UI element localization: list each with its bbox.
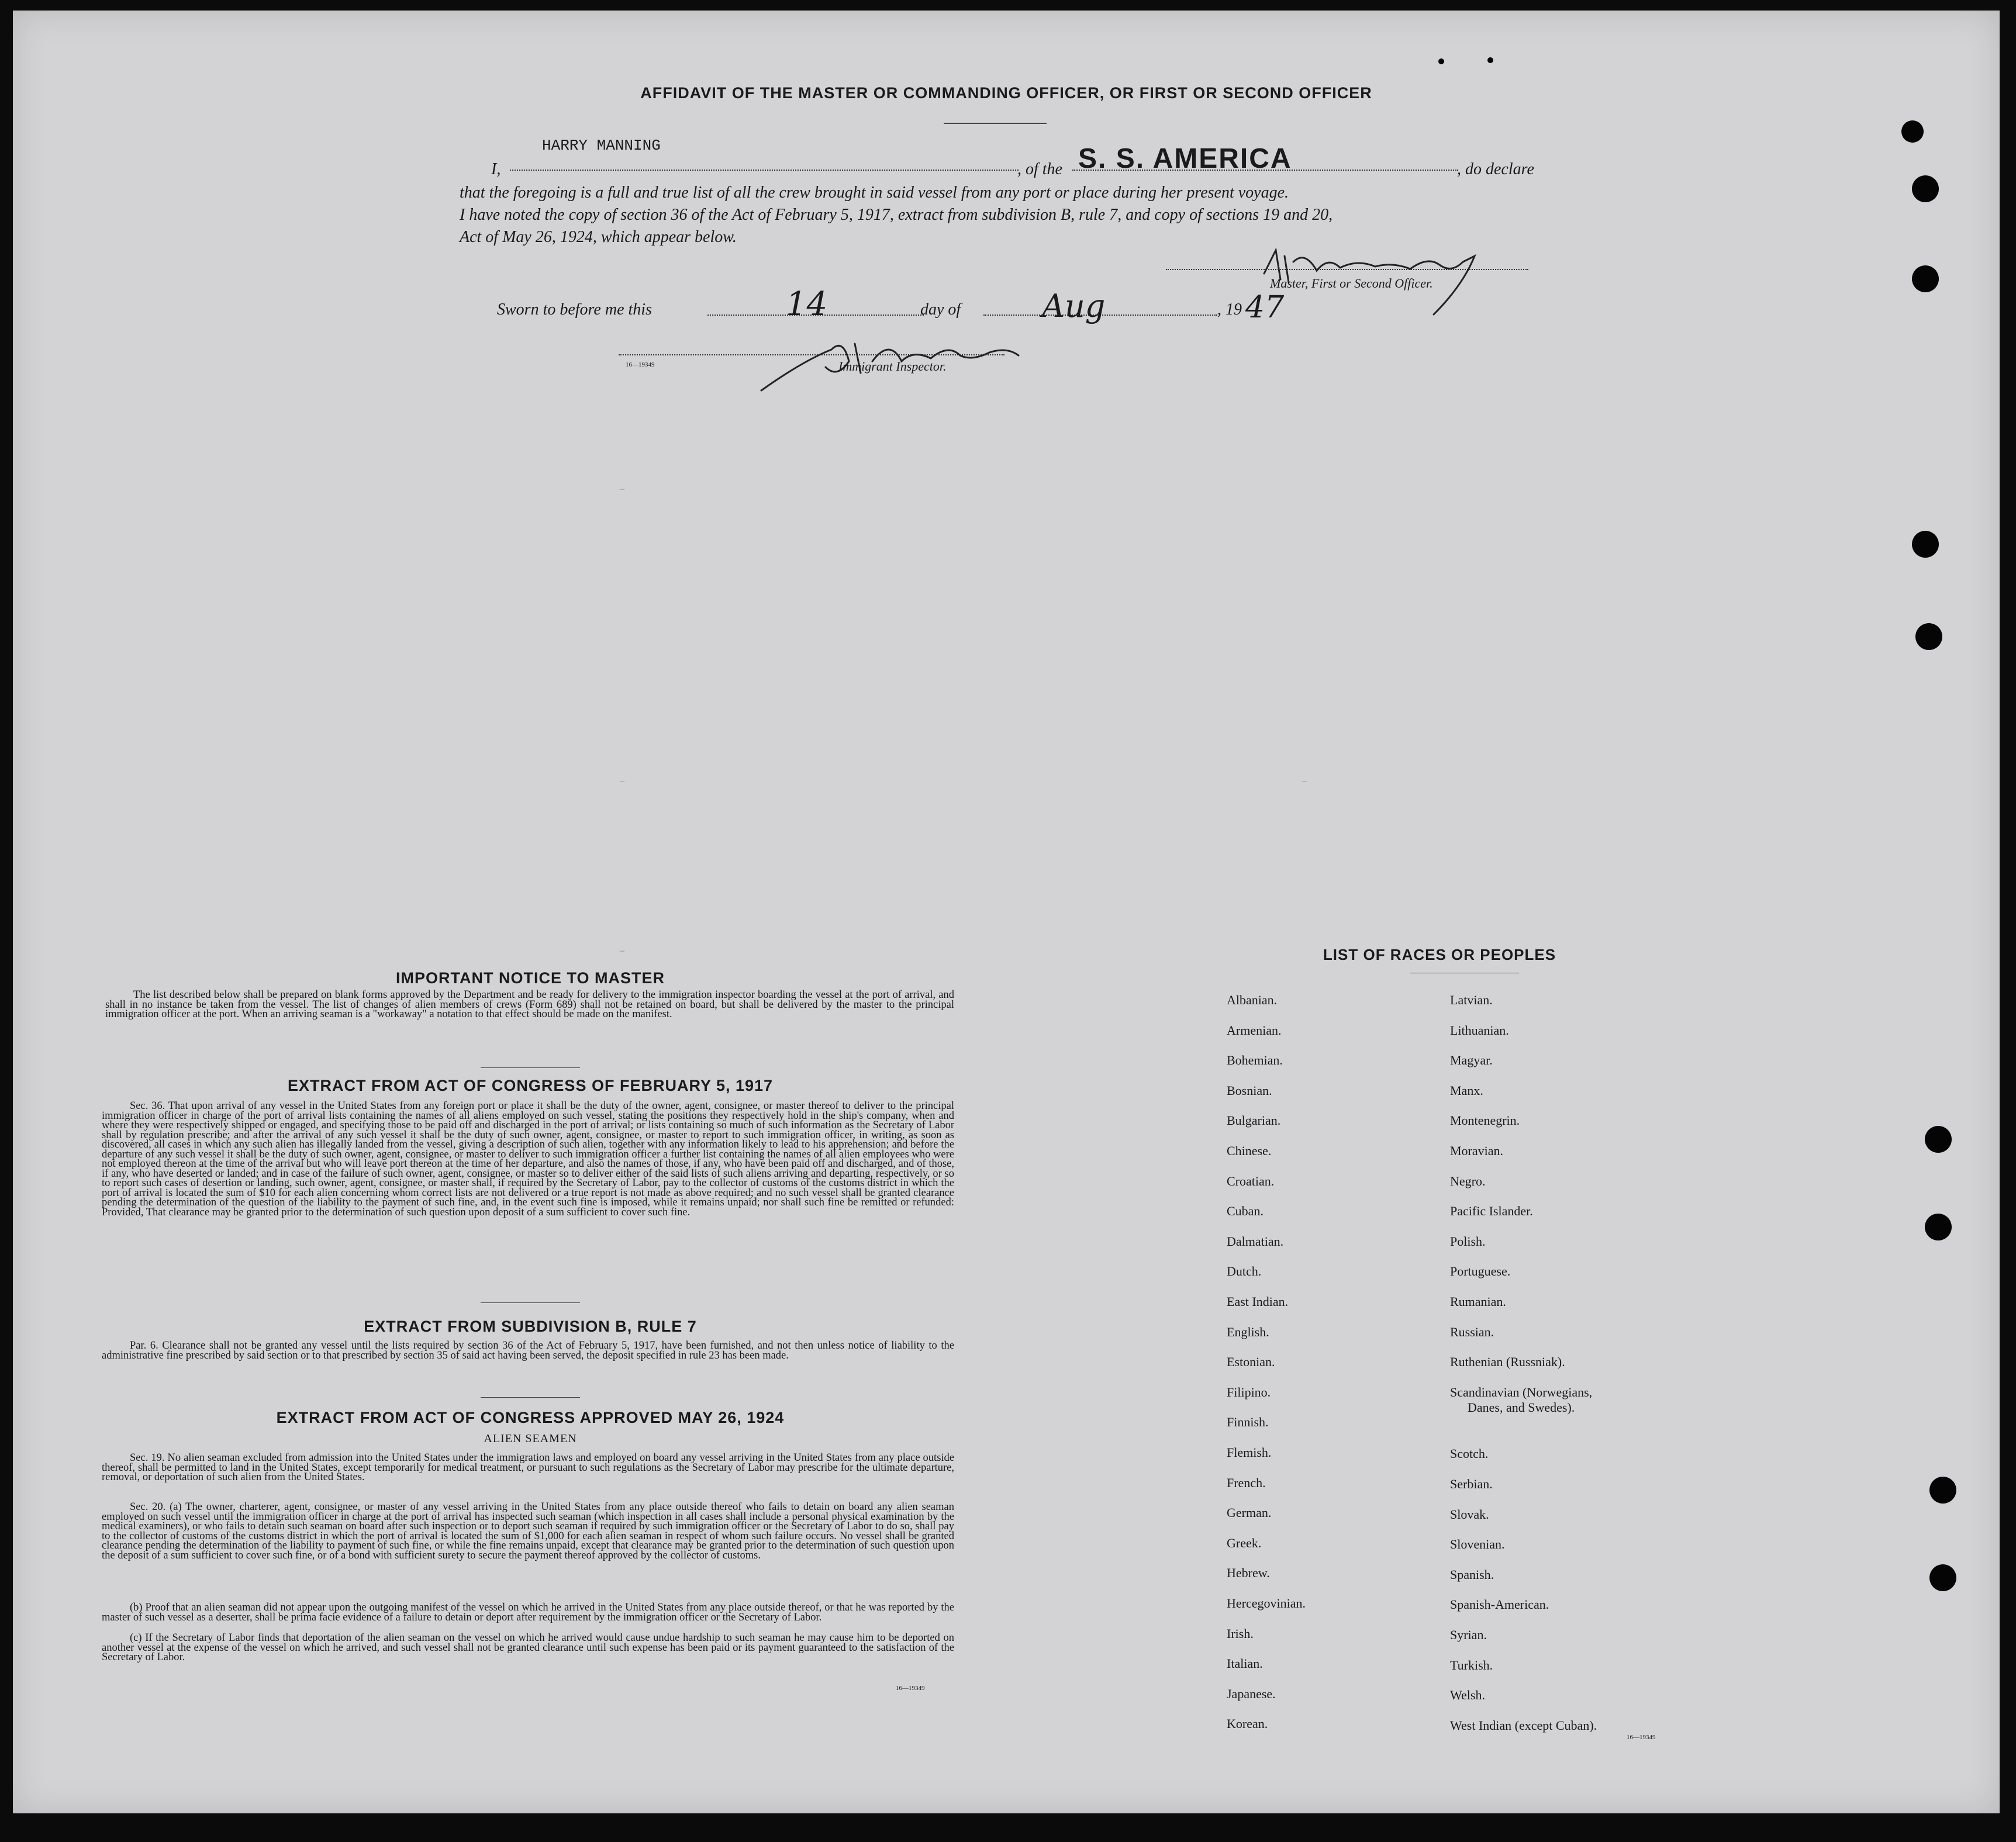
day-handwritten: 14 — [786, 285, 828, 323]
sworn-label: Sworn to before me this — [497, 300, 652, 319]
year-prefix: , 19 — [1217, 300, 1242, 319]
punch-hole — [1912, 531, 1939, 558]
notice-text: The list described below shall be prepared on blank forms approved by the Department and be ready for delivery to the immigration inspector boarding the vessel at the port of arrival, and shall in no instance be taken from the vessel. The list of changes of alien members of crews (Form 689) shall not be retained on board, but shall be delivered by the master to the principal immigration officer at the port. When an arriving seaman is a "workaway" a notation to that effect should be made on the manifest. — [105, 989, 954, 1020]
scan-mark: – — [1302, 776, 1307, 786]
punch-hole — [1912, 175, 1939, 202]
race-item: Lithuanian. — [1450, 1022, 1509, 1038]
race-item: Ruthenian (Russniak). — [1450, 1354, 1565, 1370]
race-item: Spanish-American. — [1450, 1597, 1549, 1612]
race-item: Serbian. — [1450, 1477, 1493, 1491]
race-item: Bosnian. — [1227, 1083, 1272, 1098]
race-item: Montenegrin. — [1450, 1113, 1520, 1128]
declaration-line-2: that the foregoing is a full and true list of all the crew brought in said vessel from any port or place during her present voyage. — [460, 184, 1289, 202]
race-item: Cuban. — [1227, 1204, 1264, 1219]
notice-divider — [481, 1067, 580, 1068]
vessel-name: S. S. AMERICA — [1078, 143, 1292, 174]
section-20c-text: (c) If the Secretary of Labor finds that deportation of the alien seaman on the vessel on which he arrived would cause undue hardship to such seaman he may cause him to be deported on another vessel at the expense of the vessel on which he arrived, and such vessel shall not be granted clearance until such expense has been paid or its payment guaranteed to the satisfaction of the Secretary of Labor. — [102, 1632, 954, 1663]
race-item: Portuguese. — [1450, 1264, 1511, 1279]
race-item: Dalmatian. — [1227, 1233, 1284, 1249]
race-item: Finnish. — [1227, 1415, 1269, 1430]
punch-hole — [1929, 1477, 1956, 1504]
punch-hole — [1915, 623, 1942, 650]
declaration-line-3: I have noted the copy of section 36 of the Act of February 5, 1917, extract from subdivision B, rule 7, and copy of sections 19 and 20, — [460, 206, 1333, 224]
race-item: Filipino. — [1227, 1384, 1271, 1399]
race-item: Slovak. — [1450, 1506, 1489, 1522]
race-item: Welsh. — [1450, 1688, 1485, 1703]
month-handwritten: Aug — [1042, 288, 1106, 324]
race-item: Bohemian. — [1227, 1053, 1283, 1068]
speck — [1438, 58, 1444, 64]
race-item: Croatian. — [1227, 1173, 1275, 1188]
notice-title: IMPORTANT NOTICE TO MASTER — [396, 969, 665, 987]
document-page — [13, 11, 2000, 1813]
race-item: Pacific Islander. — [1450, 1204, 1533, 1219]
race-item: Estonian. — [1227, 1354, 1275, 1370]
master-name: HARRY MANNING — [542, 137, 661, 154]
extract1-divider — [481, 1302, 580, 1303]
race-item-continuation: Danes, and Swedes). — [1468, 1399, 1575, 1415]
race-item: Hebrew. — [1227, 1565, 1270, 1581]
affidavit-title: AFFIDAVIT OF THE MASTER OR COMMANDING OFFICER, OR FIRST OR SECOND OFFICER — [640, 84, 1372, 102]
extract2-title: EXTRACT FROM SUBDIVISION B, RULE 7 — [364, 1318, 697, 1335]
speck — [1487, 57, 1493, 63]
race-item: French. — [1227, 1475, 1266, 1490]
race-item: Bulgarian. — [1227, 1113, 1281, 1128]
race-item: Japanese. — [1227, 1686, 1276, 1701]
race-item: Scotch. — [1450, 1446, 1489, 1461]
punch-hole — [1925, 1214, 1952, 1240]
race-item: Rumanian. — [1450, 1294, 1506, 1309]
punch-hole — [1901, 120, 1924, 143]
race-item: Scandinavian (Norwegians, — [1450, 1384, 1593, 1399]
section-20b-text: (b) Proof that an alien seaman did not appear upon the outgoing manifest of the vessel on which he arrived in the United States from any place outside thereof, or that he was reported by the master of such vessel as a deserter, shall be prima facie evidence of a failure to detain or deport after requirement by the immigration officer or the Secretary of Labor. — [102, 1602, 954, 1623]
race-item: Spanish. — [1450, 1567, 1494, 1582]
year-handwritten: 47 — [1245, 290, 1285, 325]
race-item: West Indian (except Cuban). — [1450, 1717, 1597, 1733]
race-item: Russian. — [1450, 1324, 1494, 1339]
day-of-label: day of — [920, 300, 961, 319]
master-caption: Master, First or Second Officer. — [1270, 276, 1433, 291]
title-divider — [944, 123, 1047, 124]
races-title: LIST OF RACES OR PEOPLES — [1323, 946, 1556, 963]
extract3-title: EXTRACT FROM ACT OF CONGRESS APPROVED MAY 26, 1924 — [276, 1409, 785, 1426]
race-item: Greek. — [1227, 1535, 1262, 1550]
of-the-label: , of the — [1017, 160, 1062, 178]
race-item: Syrian. — [1450, 1627, 1487, 1642]
form-number-bottom-left: 16—19349 — [896, 1685, 925, 1692]
race-item: Magyar. — [1450, 1053, 1493, 1068]
section-20a-text: Sec. 20. (a) The owner, charterer, agent, consignee, or master of any vessel arriving in the United States from any place outside thereof who fails to detain on board any alien seaman employed on such vessel until the immigration officer in charge at the port of arrival has inspected such seaman (which inspection in all cases shall include a personal physical examination by the medical examiners), or who fails to detain such seaman on board after such inspection or to deport such seaman if required by such immigration officer or the Secretary of Labor to do so, shall pay to the collector of customs of the customs district in which the port of arrival is located the sum of $1,000 for each alien seaman in respect of whom such failure occurs. No vessel shall be granted clearance pending the determination of the liability to payment of such fine, or while the fine remains unpaid, except that clearance may be granted prior to the determination of such question upon the deposit of a sum sufficient to cover such fine, or of a bond with sufficient surety to secure the payment thereof approved by the collector of customs. — [102, 1501, 954, 1561]
race-item: Armenian. — [1227, 1022, 1282, 1038]
race-item: Latvian. — [1450, 993, 1493, 1007]
race-item: Italian. — [1227, 1656, 1263, 1671]
form-number-top: 16—19349 — [626, 361, 655, 368]
race-item: Dutch. — [1227, 1264, 1262, 1279]
extract1-title: EXTRACT FROM ACT OF CONGRESS OF FEBRUARY 5, 1917 — [287, 1077, 774, 1094]
extract2-divider — [481, 1397, 580, 1398]
race-item: Negro. — [1450, 1173, 1486, 1188]
punch-hole — [1925, 1126, 1952, 1153]
race-item: Korean. — [1227, 1716, 1268, 1732]
race-item: Irish. — [1227, 1626, 1254, 1641]
race-item: East Indian. — [1227, 1294, 1289, 1309]
extract1-text: Sec. 36. That upon arrival of any vessel in the United States from any foreign port or place it shall be the duty of the owner, agent, consignee, or master thereof to deliver to the principal immigration officer in charge of the port of arrival lists containing the names of all aliens employed on such vessel, stating the positions they respectively hold in the ship's company, when and where they were respectively shipped or engaged, and specifying those to be paid off and discharged in the port of arrival; or lists containing so much of such information as the Secretary of Labor shall by regulation prescribe; and after the arrival of any such vessel it shall be the duty of such owner, agent, consignee, or master to report to such immigration officer, in writing, as soon as discovered, all cases in which any such alien has illegally landed from the vessel, giving a description of such alien, together with any information likely to lead to his apprehension; and before the departure of any such vessel it shall be the duty of such owner, agent, consignee, or master to deliver to such immigration officer a further list containing the names of all alien employees who were not employed thereon at the time of the arrival but who will leave port thereon at the time of her departure, and also the names of those, if any, who have been paid off and discharged, and of those, if any, who have deserted or landed; and in case of the failure of such owner, agent, consignee, or master so to deliver either of the said lists of such aliens arriving and departing, respectively, or so to report such cases of desertion or landing, such owner, agent, consignee, or master shall, if required by the Secretary of Labor, pay to the collector of customs of the customs district in which the port of arrival is located the sum of $10 for each alien concerning whom correct lists are not delivered or a true report is not made as above required; and no such vessel shall be granted clearance pending the determination of the question of the liability to the payment of such fine, and, in the event such fine is imposed, while it remains unpaid; nor shall such fine be remitted or refunded: Provided, That clearance may be granted prior to the determination of such question upon deposit of a sum sufficient to cover such fine. — [102, 1100, 954, 1218]
race-item: Chinese. — [1227, 1143, 1272, 1158]
race-item: English. — [1227, 1324, 1269, 1339]
scan-mark: – — [620, 946, 624, 956]
race-item: Slovenian. — [1450, 1537, 1505, 1552]
declaration-line-4: Act of May 26, 1924, which appear below. — [460, 228, 737, 246]
race-item: Turkish. — [1450, 1657, 1493, 1672]
race-item: German. — [1227, 1505, 1272, 1520]
name-line — [510, 170, 1019, 171]
do-declare-label: , do declare — [1457, 160, 1534, 178]
punch-hole — [1912, 265, 1939, 292]
scan-mark: – — [620, 484, 624, 494]
race-item: Polish. — [1450, 1233, 1486, 1249]
race-item: Moravian. — [1450, 1143, 1504, 1158]
race-item: Flemish. — [1227, 1445, 1272, 1460]
punch-hole — [1929, 1564, 1956, 1591]
extract3-subtitle: ALIEN SEAMEN — [484, 1432, 577, 1445]
inspector-caption: Immigrant Inspector. — [838, 359, 947, 374]
form-number-bottom-right: 16—19349 — [1627, 1734, 1656, 1741]
race-item: Hercegovinian. — [1227, 1596, 1306, 1611]
i-label: I, — [491, 160, 501, 178]
race-item: Manx. — [1450, 1083, 1483, 1098]
extract2-text: Par. 6. Clearance shall not be granted any vessel until the lists required by section 36 of the Act of February 5, 1917, have been furnished, and not then unless notice of liability to the administrative fine prescribed by said section or to that prescribed by section 35 of said act having been served, the deposit specified in rule 23 has been made. — [102, 1340, 954, 1361]
section-19-text: Sec. 19. No alien seaman excluded from admission into the United States under the immigration laws and employed on board any vessel arriving in the United States from any place outside thereof, shall be permitted to land in the United States, except temporarily for medical treatment, or pursuant to such regulations as the Secretary of Labor may prescribe for the ultimate departure, removal, or deportation of such alien from the United States. — [102, 1452, 954, 1483]
scan-mark: – — [620, 776, 624, 786]
race-item: Albanian. — [1227, 993, 1278, 1007]
